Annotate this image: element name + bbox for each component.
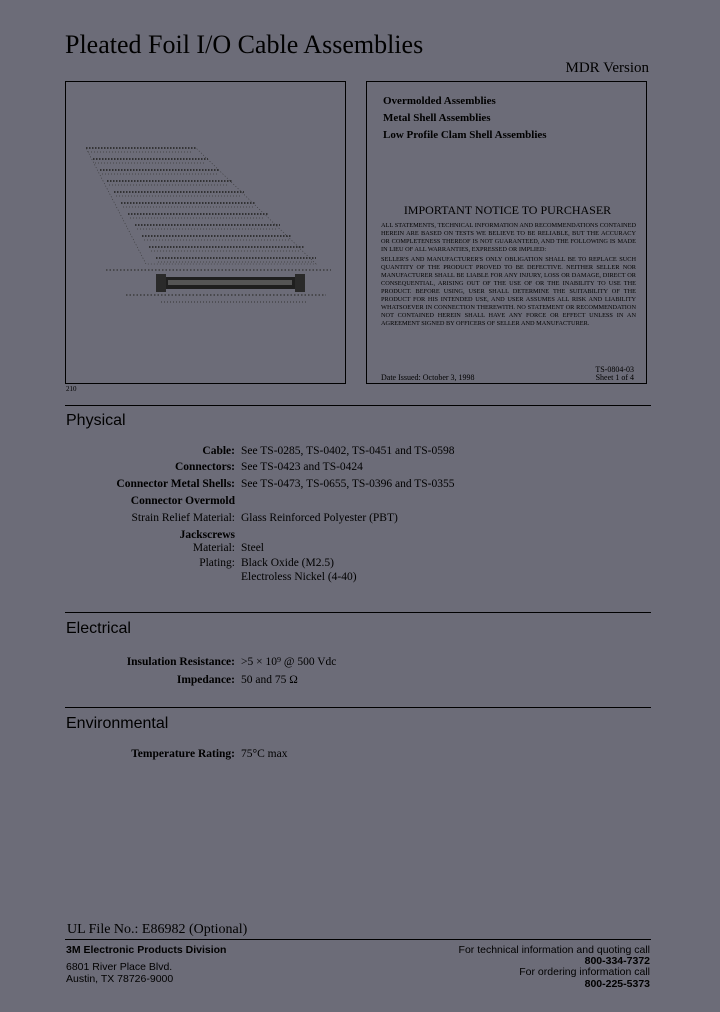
strain-relief-value: Glass Reinforced Polyester (PBT) xyxy=(241,512,398,524)
notice-heading: IMPORTANT NOTICE TO PURCHASER xyxy=(403,203,612,217)
assembly-type-clam-shell: Low Profile Clam Shell Assemblies xyxy=(383,129,547,141)
section-divider xyxy=(65,707,651,708)
address-line-2: Austin, TX 78726-9000 xyxy=(66,973,174,985)
temperature-rating-label: Temperature Rating: xyxy=(131,748,235,760)
cable-label: Cable: xyxy=(202,445,235,457)
image-code: 210 xyxy=(66,385,77,393)
temperature-rating-value: 75°C max xyxy=(241,748,288,760)
strain-relief-label: Strain Relief Material: xyxy=(131,512,235,524)
environmental-heading: Environmental xyxy=(66,715,169,732)
connector-overmold-label: Connector Overmold xyxy=(130,495,235,507)
ul-file-number: UL File No.: E86982 (Optional) xyxy=(67,922,248,937)
physical-heading: Physical xyxy=(66,412,126,429)
ts-number: TS-0804-03 xyxy=(595,365,634,374)
plating-value-1: Black Oxide (M2.5) xyxy=(241,557,334,569)
plating-label: Plating: xyxy=(199,557,235,569)
jackscrews-label: Jackscrews xyxy=(179,529,235,541)
sheet-number: Sheet 1 of 4 xyxy=(595,373,634,382)
notice-panel xyxy=(366,81,647,384)
ordering-info-text: For ordering information call xyxy=(519,966,650,978)
connector-metal-shells-label: Connector Metal Shells: xyxy=(116,478,235,490)
footer-divider xyxy=(65,939,651,940)
division-name: 3M Electronic Products Division xyxy=(66,944,227,956)
plating-value-2: Electroless Nickel (4-40) xyxy=(241,571,357,583)
insulation-resistance-label: Insulation Resistance: xyxy=(126,656,235,668)
connectors-value: See TS-0423 and TS-0424 xyxy=(241,461,363,473)
assembly-type-metal-shell: Metal Shell Assemblies xyxy=(383,112,491,124)
cable-assembly-illustration xyxy=(66,82,345,383)
ordering-phone: 800-225-5373 xyxy=(584,978,650,990)
section-divider xyxy=(65,405,651,406)
address-line-1: 6801 River Place Blvd. xyxy=(66,961,173,973)
insulation-resistance-value: >5 × 10⁹ @ 500 Vdc xyxy=(241,656,337,668)
connectors-label: Connectors: xyxy=(174,461,235,473)
impedance-label: Impedance: xyxy=(176,674,235,686)
section-divider xyxy=(65,612,651,613)
assembly-type-overmolded: Overmolded Assemblies xyxy=(383,95,496,107)
product-image-panel xyxy=(65,81,346,384)
notice-body xyxy=(381,222,636,330)
impedance-value: 50 and 75 Ω xyxy=(241,674,298,686)
technical-phone: 800-334-7372 xyxy=(584,955,650,967)
material-label: Material: xyxy=(192,542,235,554)
version-subtitle: MDR Version xyxy=(565,60,649,76)
technical-info-text: For technical information and quoting call xyxy=(458,944,650,956)
page-title: Pleated Foil I/O Cable Assemblies xyxy=(65,30,424,59)
connector-metal-shells-value: See TS-0473, TS-0655, TS-0396 and TS-0355 xyxy=(241,478,455,490)
notice-paragraph-1: ALL STATEMENTS, TECHNICAL INFORMATION AND RECOMMENDATIONS CONTAINED HEREIN ARE BASED ON TESTS WE BELIEVE TO BE RELIABLE, BUT THE ACCURACY OR COMPLETENESS THEREOF IS NOT GUARANTEED, AND THE FOLLOWING IS MADE IN LIEU OF ALL WARRANTIES, EXPRESSED OR IMPLIED: xyxy=(381,222,636,253)
notice-paragraph-2: SELLER'S AND MANUFACTURER'S ONLY OBLIGATION SHALL BE TO REPLACE SUCH QUANTITY OF THE PRODUCT PROVED TO BE DEFECTIVE. NEITHER SELLER NOR MANUFACTURER SHALL BE LIABLE FOR ANY INJURY, LOSS OR DAMAGE, DIRECT OR CONSEQUENTIAL, ARISING OUT OF THE USE OF OR THE INABILITY TO USE THE PRODUCT. BEFORE USING, USER SHALL DETERMINE THE SUITABILITY OF THE PRODUCT FOR HIS INTENDED USE, AND USER ASSUMES ALL RISK AND LIABILITY WHATSOEVER IN CONNECTION THEREWITH. NO STATEMENT OR RECOMMENDATION NOT CONTAINED HEREIN SHALL HAVE ANY FORCE OR EFFECT UNLESS IN AN AGREEMENT SIGNED BY OFFICERS OF SELLER AND MANUFACTURER. xyxy=(381,256,636,327)
date-issued: Date Issued: October 3, 1998 xyxy=(381,373,475,382)
cable-value: See TS-0285, TS-0402, TS-0451 and TS-0598 xyxy=(241,445,455,457)
electrical-heading: Electrical xyxy=(66,620,131,637)
material-value: Steel xyxy=(241,542,264,554)
